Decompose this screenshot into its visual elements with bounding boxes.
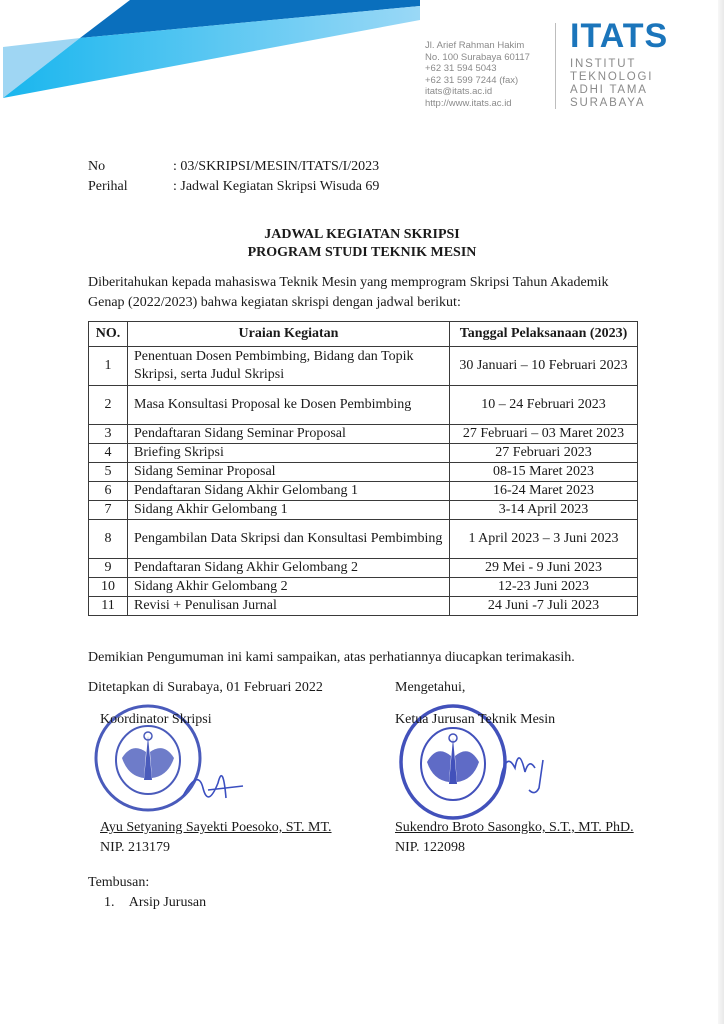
- row-date: 10 – 24 Februari 2023: [450, 386, 638, 425]
- subject-label: Perihal: [88, 179, 128, 194]
- institution-line: ADHI TAMA: [570, 84, 648, 96]
- intro-paragraph: Diberitahukan kepada mahasiswa Teknik Mesin yang memprogram Skripsi Tahun Akademik Genap (2022/2023) bahwa kegiatan skrispi dengan jadwal berikut:: [88, 275, 609, 310]
- letterhead-address: [425, 40, 530, 110]
- institution-line: TEKNOLOGI: [570, 71, 654, 83]
- row-no: 7: [89, 501, 128, 520]
- row-no: 4: [89, 444, 128, 463]
- table-row: [89, 578, 638, 597]
- row-no: 5: [89, 463, 128, 482]
- letter-number-label: No: [88, 159, 106, 174]
- schedule-table: [88, 321, 638, 616]
- title-line-1: JADWAL KEGIATAN SKRIPSI: [264, 227, 460, 242]
- row-activity: Revisi + Penulisan Jurnal: [128, 597, 450, 616]
- signer-nip: NIP. 122098: [395, 840, 466, 855]
- row-date: 16-24 Maret 2023: [450, 482, 638, 501]
- signature-block-coordinator: [88, 678, 332, 855]
- institution-line: SURABAYA: [570, 97, 646, 109]
- row-no: 3: [89, 425, 128, 444]
- table-row: [89, 386, 638, 425]
- row-date: 29 Mei - 9 Juni 2023: [450, 559, 638, 578]
- row-activity: Masa Konsultasi Proposal ke Dosen Pembimbing: [128, 386, 450, 425]
- title-line-2: PROGRAM STUDI TEKNIK MESIN: [247, 245, 477, 260]
- address-line: No. 100 Surabaya 60117: [425, 51, 530, 63]
- itats-logo: [570, 18, 668, 110]
- row-no: 9: [89, 559, 128, 578]
- row-no: 10: [89, 578, 128, 597]
- letter-meta: [88, 157, 379, 197]
- row-activity: Briefing Skripsi: [128, 444, 450, 463]
- signer-role: Ketua Jurusan Teknik Mesin: [395, 712, 556, 727]
- letter-number-row: [88, 157, 379, 177]
- address-line: Jl. Arief Rahman Hakim: [425, 40, 525, 51]
- row-date: 08-15 Maret 2023: [450, 463, 638, 482]
- row-activity: Pengambilan Data Skripsi dan Konsultasi Pembimbing: [128, 520, 450, 559]
- row-no: 6: [89, 482, 128, 501]
- page-edge: [718, 0, 724, 1024]
- table-row: [89, 597, 638, 616]
- signature-scribble: [178, 758, 248, 808]
- acknowledged-heading: Mengetahui,: [395, 680, 466, 695]
- header-activity: Uraian Kegiatan: [128, 322, 450, 347]
- table-row: [89, 501, 638, 520]
- row-date: 3-14 April 2023: [450, 501, 638, 520]
- letterhead-banner: [0, 0, 420, 110]
- row-activity: Pendaftaran Sidang Akhir Gelombang 1: [128, 482, 450, 501]
- header-date: Tanggal Pelaksanaan (2023): [450, 322, 638, 347]
- row-date: 12-23 Juni 2023: [450, 578, 638, 597]
- signer-details: [100, 818, 332, 858]
- cc-list-item: [88, 893, 206, 913]
- letterhead-divider: [555, 23, 556, 109]
- logo-wordmark: ITATS: [570, 17, 669, 55]
- table-row: [89, 520, 638, 559]
- row-date: 1 April 2023 – 3 Juni 2023: [450, 520, 638, 559]
- row-date: 27 Februari 2023: [450, 444, 638, 463]
- table-row: [89, 425, 638, 444]
- signature-scribble: [495, 738, 565, 798]
- cc-item-text: Arsip Jurusan: [128, 895, 207, 910]
- row-activity: Sidang Akhir Gelombang 1: [128, 501, 450, 520]
- place-date: Ditetapkan di Surabaya, 01 Februari 2022: [88, 680, 323, 695]
- row-activity: Sidang Seminar Proposal: [128, 463, 450, 482]
- row-activity: Penentuan Dosen Pembimbing, Bidang dan Topik Skripsi, serta Judul Skripsi: [128, 347, 450, 386]
- phone-line: +62 31 594 5043: [425, 63, 497, 75]
- row-activity: Pendaftaran Sidang Seminar Proposal: [128, 425, 450, 444]
- signer-name: Ayu Setyaning Sayekti Poesoko, ST. MT.: [100, 820, 332, 835]
- table-row: [89, 347, 638, 386]
- document-title: [0, 226, 724, 262]
- row-no: 2: [89, 386, 128, 425]
- row-no: 1: [89, 347, 128, 386]
- header-no: NO.: [89, 322, 128, 347]
- signer-nip: NIP. 213179: [100, 840, 171, 855]
- email-line: itats@itats.ac.id: [425, 86, 493, 98]
- website-line: http://www.itats.ac.id: [425, 97, 512, 109]
- table-row: [89, 444, 638, 463]
- table-header-row: [89, 322, 638, 347]
- signature-block-head: [395, 678, 634, 855]
- subject-row: [88, 177, 379, 197]
- row-date: 24 Juni -7 Juli 2023: [450, 597, 638, 616]
- row-no: 8: [89, 520, 128, 559]
- letter-number-value: : 03/SKRIPSI/MESIN/ITATS/I/2023: [173, 159, 380, 174]
- table-row: [89, 559, 638, 578]
- closing-statement: Demikian Pengumuman ini kami sampaikan, atas perhatiannya diucapkan terimakasih.: [88, 650, 575, 665]
- row-date: 27 Februari – 03 Maret 2023: [450, 425, 638, 444]
- subject-value: : Jadwal Kegiatan Skripsi Wisuda 69: [173, 179, 380, 194]
- fax-line: +62 31 599 7244 (fax): [425, 74, 519, 86]
- signer-role: Koordinator Skripsi: [100, 712, 212, 727]
- signer-name: Sukendro Broto Sasongko, S.T., MT. PhD.: [395, 820, 634, 835]
- institution-name: [570, 58, 668, 110]
- carbon-copy-section: [88, 873, 206, 913]
- cc-label: Tembusan:: [88, 875, 150, 890]
- cc-item-number: 1.: [104, 895, 115, 910]
- table-row: [89, 463, 638, 482]
- row-activity: Pendaftaran Sidang Akhir Gelombang 2: [128, 559, 450, 578]
- row-no: 11: [89, 597, 128, 616]
- table-row: [89, 482, 638, 501]
- signer-details: [395, 818, 634, 858]
- row-activity: Sidang Akhir Gelombang 2: [128, 578, 450, 597]
- institution-line: INSTITUT: [570, 58, 637, 70]
- row-date: 30 Januari – 10 Februari 2023: [450, 347, 638, 386]
